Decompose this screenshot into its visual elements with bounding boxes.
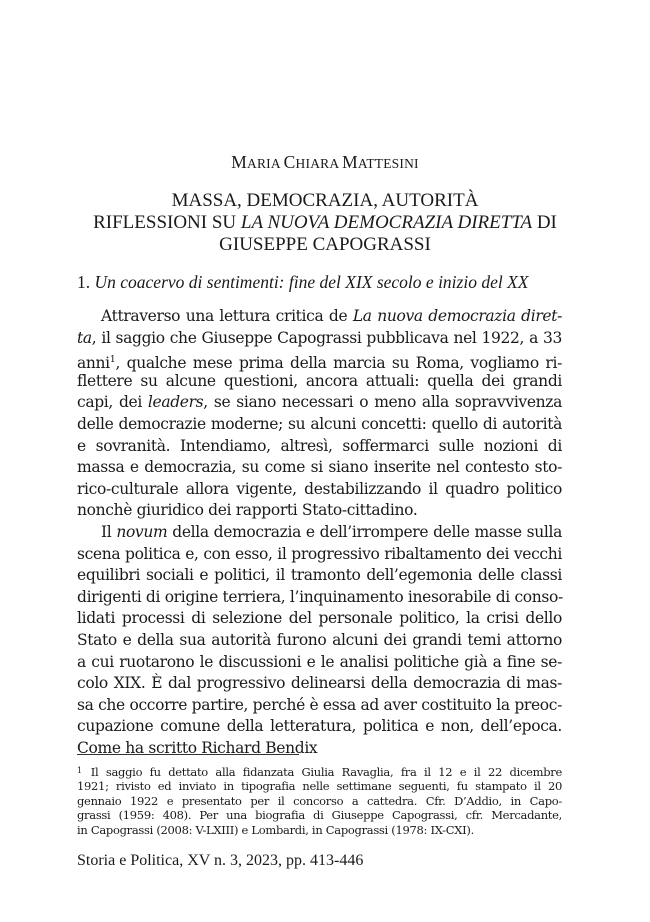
italic-run: leaders: [147, 393, 204, 412]
text-line: colo XIX. È dal progressivo delinearsi della democrazia di mas-: [77, 674, 562, 693]
text-line: [77, 306, 562, 328]
text-line: [77, 328, 562, 350]
text-line: scena politica e, con esso, il progressivo ribaltamento dei vecchi: [77, 544, 562, 563]
footnote-text: Il saggio fu dettato alla fidanzata Giulia Ravaglia, fra il 12 e il 22 dicembre: [90, 765, 562, 779]
italic-run: ta: [77, 328, 92, 347]
italic-run: novum: [116, 522, 168, 541]
text-line: rico-culturale allora vigente, destabilizzando il quadro politico: [77, 479, 562, 498]
section-title: Un coacervo di sentimenti: fine del XIX secolo e inizio del XX: [94, 272, 529, 292]
text-run: anni: [77, 354, 110, 373]
text-line: equilibri sociali e politici, il tramonto dell’egemonia delle classi: [77, 566, 562, 585]
text-line: a cui ruotarono le discussioni e le analisi politiche già a fine se-: [77, 652, 562, 671]
body-text: [77, 306, 562, 759]
text-line: [77, 522, 562, 544]
text-line: massa e democrazia, su come si siano inserite nel contesto sto-: [77, 458, 562, 477]
text-line: Come ha scritto Richard Bendix: [77, 738, 318, 757]
journal-citation: Storia e Politica, XV n. 3, 2023, pp. 413-446: [77, 852, 364, 869]
title-text: DI: [532, 212, 557, 233]
footnote-line: grassi (1959: 408). Per una biografia di Giuseppe Capograssi, cfr. Mercadante,: [77, 808, 562, 823]
text-line: flettere su alcune questioni, ancora attuali: quella dei grandi: [77, 371, 562, 390]
text-line: delle democrazie moderne; su alcuni concetti: quello di autorità: [77, 414, 562, 433]
author-name: [0, 152, 650, 173]
text-run: Il: [101, 522, 117, 541]
title-book-italic: LA NUOVA DEMOCRAZIA DIRETTA: [240, 212, 533, 233]
text-run: della democrazia e dell’irrompere delle masse sulla: [167, 522, 562, 541]
text-line: Stato e della sua autorità furono alcuni dei grandi temi attorno: [77, 630, 562, 649]
section-number: 1.: [77, 272, 95, 292]
footnotes: [77, 764, 562, 838]
footnote-line: gennaio 1922 e presentato per il concorso a cattedra. Cfr. D’Addio, in Capo-: [77, 793, 562, 808]
title-line-1: MASSA, DEMOCRAZIA, AUTORITÀ: [171, 190, 479, 211]
footnote-line: in Capograssi (2008: V-LXIII) e Lombardi, in Capograssi (1978: IX-CXI).: [77, 823, 474, 838]
article-title: [60, 190, 590, 256]
text-line: dirigenti di origine terriera, l’inquinamento inesorabile di conso-: [77, 587, 563, 606]
text-run: , il saggio che Giuseppe Capograssi pubblicava nel 1922, a 33: [91, 328, 562, 347]
footnote-line: 1921; rivisto ed inviato in tipografia nelle settimane seguenti, fu stampato il 20: [77, 778, 562, 793]
text-line: sa che occorre partire, perché è essa ad aver costituito la preoc-: [77, 695, 562, 714]
italic-run: La nuova democrazia diret-: [352, 307, 562, 325]
title-text: RIFLESSIONI SU: [93, 212, 241, 233]
text-run: , se siano necessari o meno alla sopravvivenza: [203, 393, 562, 412]
text-line: nonchè giuridico dei rapporti Stato-cittadino.: [77, 501, 418, 520]
author-initial: C: [283, 152, 296, 172]
author-smallcaps: ARIA: [247, 156, 284, 171]
text-line: [77, 392, 562, 414]
footnote-line: [77, 764, 562, 779]
author-smallcaps: ATTESINI: [357, 156, 419, 171]
text-line: [77, 349, 562, 371]
author-initial: M: [342, 152, 358, 172]
text-line: lidati processi di selezione del personale politico, la crisi dello: [77, 609, 562, 628]
text-run: capi, dei: [77, 393, 148, 412]
footnote-ref[interactable]: 1: [109, 354, 116, 366]
text-line: cupazione comune della letteratura, politica e non, dell’epoca.: [77, 717, 562, 736]
title-line-2: [60, 212, 590, 234]
title-line-3: GIUSEPPE CAPOGRASSI: [219, 234, 431, 255]
text-line: e sovranità. Intendiamo, altresì, soffermarci sulle nozioni di: [77, 436, 562, 455]
author-initial: M: [231, 152, 248, 172]
footnote-number: 1: [77, 766, 82, 775]
author-smallcaps: HIARA: [295, 156, 343, 171]
text-run: Attraverso una lettura critica de: [101, 307, 353, 325]
text-run: , qualche mese prima della marcia su Roma, vogliamo ri-: [115, 354, 562, 373]
footnote-divider: [77, 754, 299, 755]
section-heading: [77, 272, 577, 293]
